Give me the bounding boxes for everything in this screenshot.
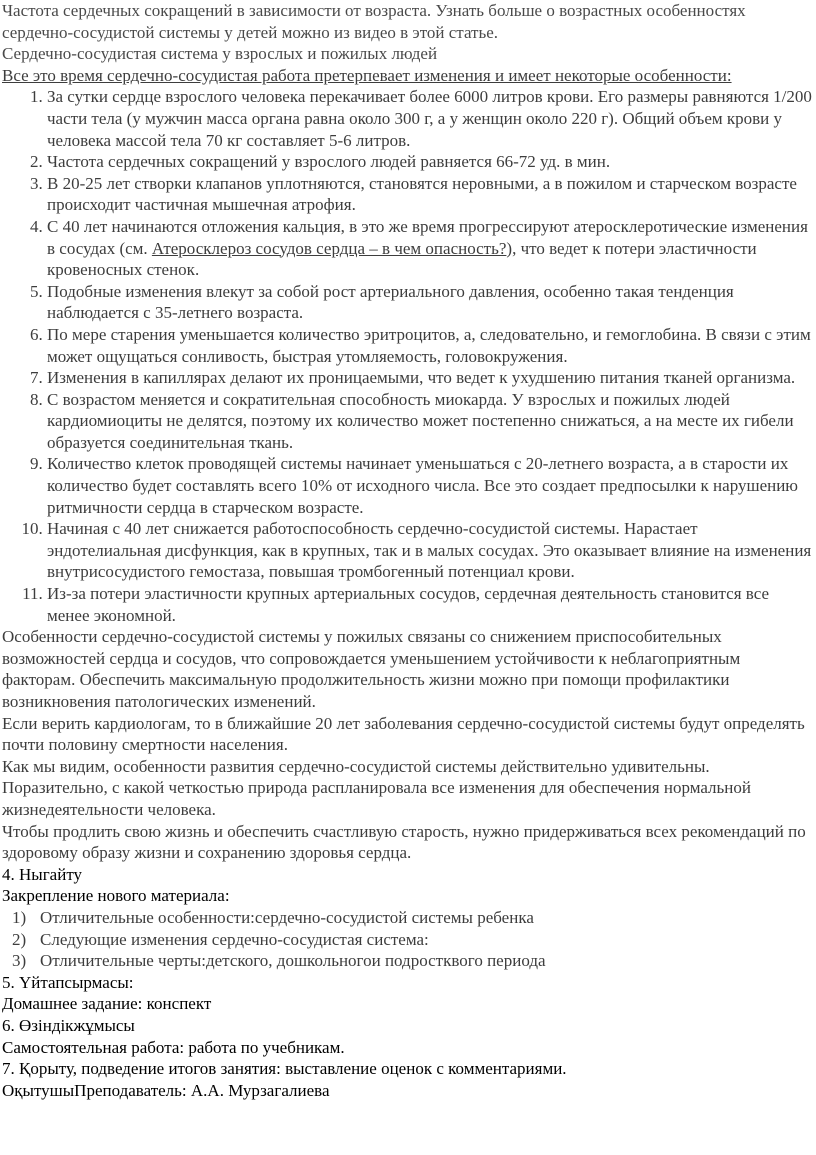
- list-item: 6. По мере старения уменьшается количество эритроцитов, а, следовательно, и гемоглобина. В связи с этим может ощущаться сонливость, быстрая утомляемость, головокружения.: [47, 324, 814, 367]
- list-item: 10. Начиная с 40 лет снижается работоспособность сердечно-сосудистой системы. Нарастает эндотелиальная дисфункция, как в крупных, так и в малых сосудах. Это оказывает влияние на изменения внутрисосудистого гемостаза, повышая тромбогенный потенциал крови.: [47, 518, 814, 583]
- question-number: 1): [12, 907, 27, 927]
- intro-paragraph: Частота сердечных сокращений в зависимости от возраста. Узнать больше о возрастных особенностях сердечно-сосудистой системы у детей можно из видео в этой статье.: [2, 1, 746, 42]
- list-item: [47, 216, 814, 281]
- section-7-heading: 7. Қорыту, подведение итогов занятия: выставление оценок с комментариями.: [2, 1059, 567, 1079]
- atherosclerosis-link[interactable]: Атеросклероз сосудов сердца – в чем опасность?: [151, 238, 507, 258]
- list-item: 5. Подобные изменения влекут за собой рост артериального давления, особенно такая тенденция наблюдается с 35-летнего возраста.: [47, 281, 814, 324]
- section-5-heading: 5. Үйтапсырмасы:: [2, 972, 134, 992]
- question-number: 3): [12, 951, 27, 971]
- list-item: 3. В 20-25 лет створки клапанов уплотняются, становятся неровными, а в пожилом и старческом возрасте происходит частичная мышечная атрофия.: [47, 173, 814, 216]
- list-item-text: ), что ведет к потери эластичности кровеносных стенок.: [47, 238, 757, 280]
- section-4-heading: 4. Ныгайту: [2, 864, 83, 884]
- section-title: Сердечно-сосудистая система у взрослых и пожилых людей: [2, 44, 438, 64]
- question-item: [2, 929, 814, 951]
- question-text: Отличительные особенности:сердечно-сосудистой системы ребенка: [40, 907, 534, 927]
- question-item: [2, 950, 814, 972]
- list-item: 8. С возрастом меняется и сократительная способность миокарда. У взрослых и пожилых людей кардиомиоциты не делятся, поэтому их количество может постепенно снижаться, а на месте их гибели образуется соединительная ткань.: [47, 389, 814, 454]
- question-item: [2, 907, 814, 929]
- selfwork-line: Самостоятельная работа: работа по учебникам.: [2, 1037, 345, 1057]
- section-6-heading: 6. Өзіндікжұмысы: [2, 1015, 135, 1035]
- consolidation-heading: Закрепление нового материала:: [2, 886, 230, 906]
- lead-paragraph: Все это время сердечно-сосудистая работа претерпевает изменения и имеет некоторые особенности:: [2, 65, 732, 85]
- question-text: Отличительные черты:детского, дошкольногои подростквого периода: [40, 951, 546, 971]
- list-item: 9. Количество клеток проводящей системы начинает уменьшаться с 20-летнего возраста, а в старости их количество будет составлять всего 10% от исходного числа. Все это создает предпосылки к нарушению ритмичности сердца в старческом возрасте.: [47, 453, 814, 518]
- list-item: 1. За сутки сердце взрослого человека перекачивает более 6000 литров крови. Его размеры равняются 1/200 части тела (у мужчин масса органа равна около 300 г, а у женщин около 220 г). Общий объем крови у человека массой тела 70 кг составляет 5-6 литров.: [47, 86, 814, 151]
- question-number: 2): [12, 929, 27, 949]
- body-paragraph: Как мы видим, особенности развития сердечно-сосудистой системы действительно удивительны. Поразительно, с какой четкостью природа распланировала все изменения для обеспечения нормальной жизнедеятельности человека.: [2, 756, 751, 819]
- list-item: 2. Частота сердечных сокращений у взрослого людей равняется 66-72 уд. в мин.: [47, 151, 814, 173]
- list-item: 11. Из-за потери эластичности крупных артериальных сосудов, сердечная деятельность становится все менее экономной.: [47, 583, 814, 626]
- list-item: 7. Изменения в капиллярах делают их проницаемыми, что ведет к ухудшению питания тканей организма.: [47, 367, 814, 389]
- homework-line: Домашнее задание: конспект: [2, 994, 212, 1014]
- body-paragraph: Если верить кардиологам, то в ближайшие 20 лет заболевания сердечно-сосудистой системы будут определять почти половину смертности населения.: [2, 713, 805, 755]
- changes-list: [2, 86, 814, 626]
- question-text: Следующие изменения сердечно-сосудистая система:: [40, 929, 429, 949]
- body-paragraph: Особенности сердечно-сосудистой системы у пожилых связаны со снижением приспособительных возможностей сердца и сосудов, что сопровождается уменьшением устойчивости к неблагоприятным факторам. Обеспечить максимальную продолжительность жизни можно при помощи профилактики возникновения патологических изменений.: [2, 627, 741, 711]
- body-paragraph: Чтобы продлить свою жизнь и обеспечить счастливую старость, нужно придерживаться всех рекомендаций по здоровому образу жизни и сохранению здоровья сердца.: [2, 821, 806, 863]
- teacher-line: ОқытушыПреподаватель: А.А. Мурзагалиева: [2, 1080, 330, 1100]
- list-item-text: С 40 лет начинаются отложения кальция, в это же время прогрессируют атеросклеротические изменения в сосудах (см.: [47, 216, 808, 258]
- questions-list: [2, 907, 814, 972]
